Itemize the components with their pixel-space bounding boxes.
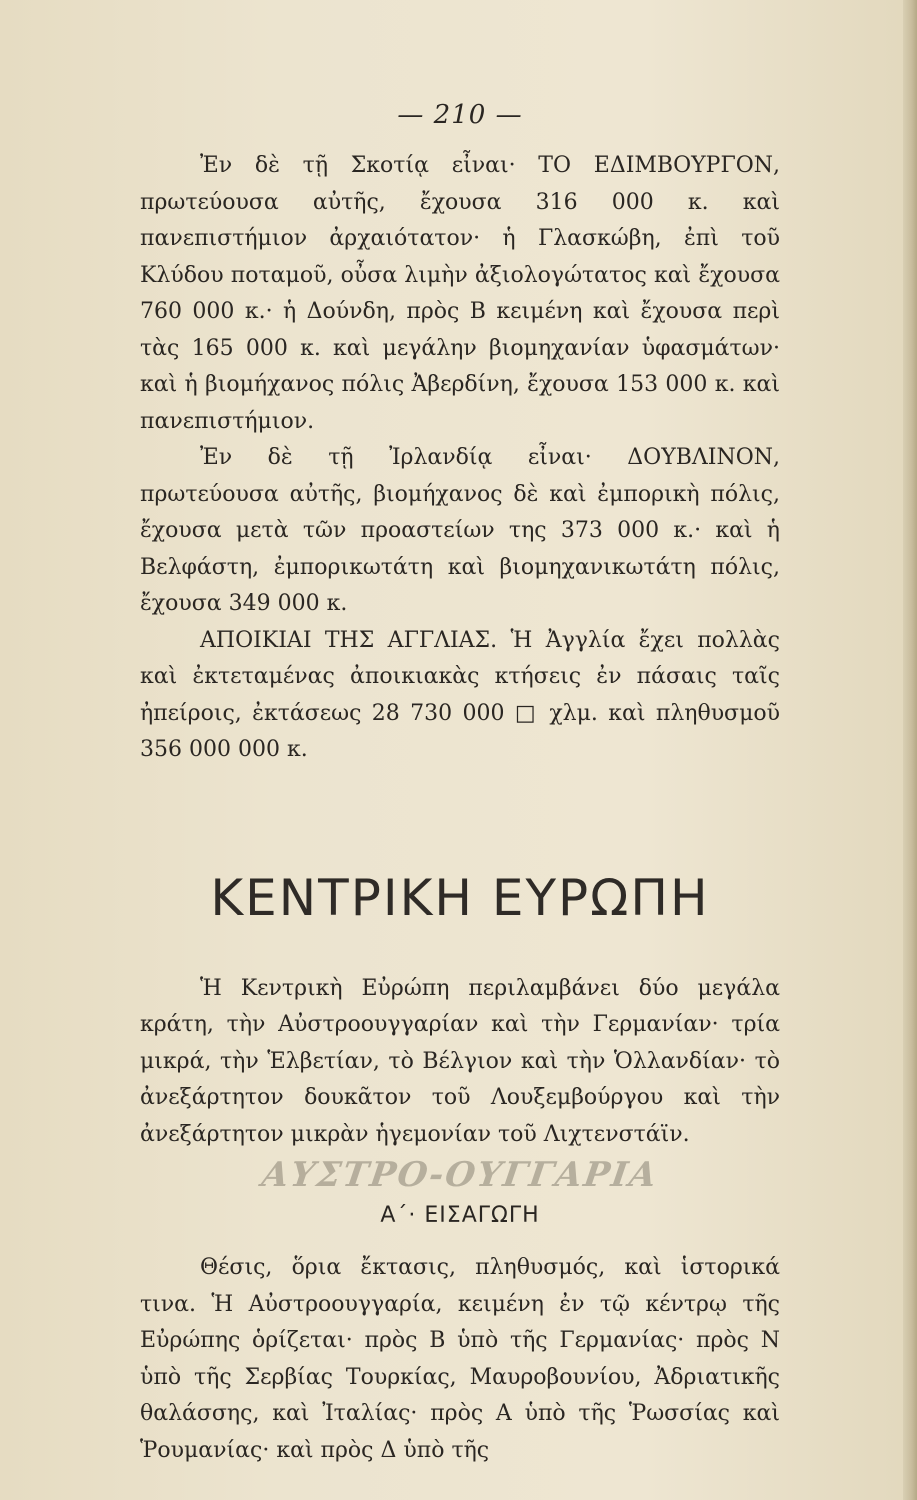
paragraph-colonies: ΑΠΟΙΚΙΑΙ ΤΗΣ ΑΓΓΛΙΑΣ. Ἡ Ἀγγλία ἔχει πολλὰς καὶ ἐκτεταμένας ἀποικιακὰς κτήσεις ἐν πάσαις ταῖς ἠπείροις, ἐκτάσεως 28 730 000 □ χλμ. καὶ πληθυσμοῦ 356 000 000 κ. — [140, 627, 780, 762]
sub-heading: Α΄· ΕΙΣΑΓΩΓΗ — [380, 1203, 540, 1228]
section-title: ΚΕΝΤΡΙΚΗ ΕΥΡΩΠΗ — [210, 868, 710, 927]
page-edge — [903, 0, 917, 1500]
paragraph-ireland: Ἐν δὲ τῇ Ἰρλανδίᾳ εἶναι· ΔΟΥΒΛΙΝΟΝ, πρωτεύουσα αὐτῆς, βιομήχανος δὲ καὶ ἐμπορικὴ πόλις, ἔχουσα μετὰ τῶν προαστείων της 373 000 κ.· καὶ ἡ Βελφάστη, ἐμπορικωτάτη καὶ βιομηχανικωτάτη πόλις, ἔχουσα 349 000 κ. — [140, 445, 780, 616]
page-number: — 210 — — [397, 100, 523, 130]
paragraph-central-europe: Ἡ Κεντρικὴ Εὐρώπη περιλαμβάνει δύο μεγάλα κράτη, τὴν Αὐστροουγγαρίαν καὶ τὴν Γερμανίαν· τρία μικρά, τὴν Ἑλβετίαν, τὸ Βέλγιον καὶ τὴν Ὁλλανδίαν· τὸ ἀνεξάρτητον δουκᾶτον τοῦ Λουξεμβούργου καὶ τὴν ἀνεξάρτητον μικρὰν ἡγεμονίαν τοῦ Λιχτενστάϊν. — [140, 975, 780, 1147]
paragraph-scotland: Ἐν δὲ τῇ Σκοτίᾳ εἶναι· ΤΟ ΕΔΙΜΒΟΥΡΓΟΝ, πρωτεύουσα αὐτῆς, ἔχουσα 316 000 κ. καὶ πανεπιστήμιον ἀρχαιότατον· ἡ Γλασκώβη, ἐπὶ τοῦ Κλύδου ποταμοῦ, οὖσα λιμὴν ἀξιολογώτατος καὶ ἔχουσα 760 000 κ.· ἡ Δούνδη, πρὸς Β κειμένη καὶ ἔχουσα περὶ τὰς 165 000 κ. καὶ μεγάλην βιομηχανίαν ὑφασμάτων· καὶ ἡ βιομήχανος πόλις Ἀβερδίνη, ἔχουσα 153 000 κ. καὶ πανεπιστήμιον. — [140, 153, 780, 434]
stamp-heading: ΑΥΣΤΡΟ-ΟΥΓΓΑΡΙΑ — [259, 1155, 661, 1195]
paragraph-position: Θέσις, ὅρια ἔκτασις, πληθυσμός, καὶ ἱστορικά τινα. Ἡ Αὐστροουγγαρία, κειμένη ἐν τῷ κέντρῳ τῆς Εὐρώπης ὁρίζεται· πρὸς Β ὑπὸ τῆς Γερμανίας· πρὸς Ν ὑπὸ τῆς Σερβίας Τουρκίας, Μαυροβουνίου, Ἀδριατικῆς θαλάσσης, καὶ Ἰταλίας· πρὸς Α ὑπὸ τῆς Ῥωσσίας καὶ Ῥουμανίας· καὶ πρὸς Δ ὑπὸ τῆς — [140, 1255, 780, 1463]
page-content — [140, 100, 780, 1469]
